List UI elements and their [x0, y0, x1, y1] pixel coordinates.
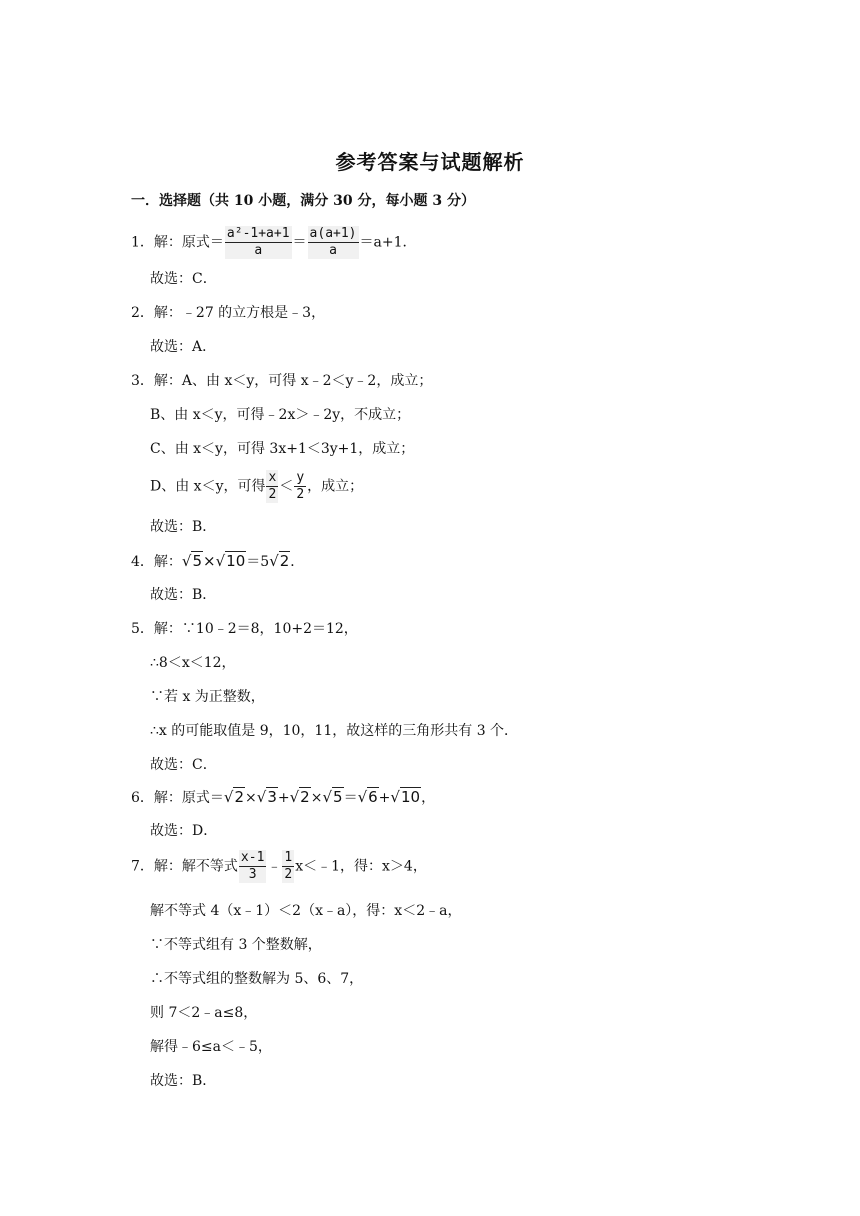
q3-frac-y-den: 2: [296, 487, 305, 502]
q6-plus-1: +: [277, 790, 290, 806]
q7-answer: 故选：B．: [150, 1073, 217, 1089]
q4-sqrt-1: √5: [181, 552, 203, 570]
q6-times-1: ×: [245, 790, 257, 806]
q6-times-2: ×: [310, 790, 323, 806]
q3-frac-y: [294, 470, 306, 503]
q7-line-3: ∵不等式组有 3 个整数解，: [150, 937, 322, 953]
q7-line-6: 解得﹣6≤a＜﹣5，: [150, 1039, 272, 1055]
q5-line-2: ∴8＜x＜12，: [150, 655, 236, 671]
q1-frac2-den: a: [329, 243, 337, 258]
page-title: 参考答案与试题解析: [335, 150, 525, 174]
q6-sqrt-d: √5: [322, 788, 343, 806]
q6-prefix: 6．解：原式＝: [131, 790, 224, 806]
q7-line-4: ∴不等式组的整数解为 5、6、7，: [150, 971, 364, 987]
q7-frac2-num: 1: [284, 850, 293, 865]
q7-line-5: 则 7＜2﹣a≤8，: [150, 1005, 258, 1021]
q6-sqrt-a: √2: [223, 788, 245, 806]
q7-frac-2: [282, 850, 294, 883]
q7-frac1-num: x-1: [240, 850, 265, 865]
q1-frac1-num: a²-1+a+1: [226, 226, 290, 241]
q2-answer: 故选：A．: [150, 339, 217, 355]
q5-line-4: ∴x 的可能取值是 9，10，11，故这样的三角形共有 3 个．: [150, 723, 519, 739]
q6-sqrt-e: √6: [357, 788, 378, 806]
q1-frac2-num: a(a+1): [309, 226, 357, 241]
q6-sqrt-f: √10: [390, 788, 421, 806]
q6-end: ，: [421, 790, 436, 806]
q6-solution: [131, 788, 435, 807]
q3-frac-x-num: x: [268, 470, 277, 485]
q3-lt: ＜: [279, 478, 294, 495]
q1-result: ＝a+1．: [359, 234, 417, 251]
q6-eq: ＝: [343, 790, 358, 806]
q7-suffix: x＜﹣1，得：x＞4，: [295, 858, 427, 875]
q7-prefix: 7．解：解不等式: [131, 858, 238, 875]
q7-frac2-den: 2: [284, 867, 293, 882]
q5-line-1: 5．解：∵10﹣2＝8，10+2＝12，: [131, 621, 358, 637]
q4-eq: ＝5: [246, 554, 270, 570]
q4-sqrt-2: √10: [215, 552, 246, 570]
q7-frac-1: [239, 850, 266, 883]
q3-line-d-suffix: ，成立；: [307, 478, 364, 495]
q4-times: ×: [203, 552, 216, 570]
q6-plus-2: +: [378, 790, 391, 806]
q2-solution: 2．解：﹣27 的立方根是﹣3，: [131, 305, 326, 321]
q1-fraction-2: [308, 226, 359, 259]
q6-sqrt-b: √3: [256, 788, 277, 806]
q1-fraction-1: [225, 226, 292, 259]
q7-frac1-den: 3: [248, 867, 257, 882]
q4-solution: [131, 552, 304, 571]
q3-frac-y-num: y: [296, 470, 305, 485]
q1-prefix: 1．解：原式＝: [131, 234, 224, 251]
q6-sqrt-c: √2: [289, 788, 310, 806]
q5-answer: 故选：C．: [150, 757, 217, 773]
q3-line-d-prefix: D、由 x＜y，可得: [150, 478, 266, 495]
q1-answer: 故选：C．: [150, 271, 217, 287]
q4-answer: 故选：B．: [150, 587, 217, 603]
q7-minus: ﹣: [267, 858, 282, 875]
q6-answer: 故选：D．: [150, 823, 218, 839]
q3-line-b: B、由 x＜y，可得﹣2x＞﹣2y，不成立；: [150, 407, 411, 423]
q3-line-d: [150, 470, 363, 503]
q3-answer: 故选：B．: [150, 519, 217, 535]
q1-frac1-den: a: [254, 243, 263, 258]
q4-prefix: 4．解：: [131, 554, 182, 570]
q5-line-3: ∵若 x 为正整数，: [150, 689, 265, 705]
q3-line-a: 3．解：A、由 x＜y，可得 x﹣2＜y﹣2，成立；: [131, 373, 433, 389]
q3-frac-x-den: 2: [268, 487, 277, 502]
q1-eq: ＝: [292, 234, 307, 251]
q7-line-1: [131, 850, 427, 883]
q7-line-2: 解不等式 4（x﹣1）＜2（x﹣a），得：x＜2﹣a，: [150, 903, 462, 919]
section-heading: 一．选择题（共 10 小题，满分 30 分，每小题 3 分）: [131, 193, 475, 209]
q3-frac-x: [266, 470, 278, 503]
q4-sqrt-3: √2: [269, 552, 290, 570]
q1-solution: [131, 226, 417, 259]
q4-end: ．: [290, 554, 305, 570]
q3-line-c: C、由 x＜y，可得 3x+1＜3y+1，成立；: [150, 441, 415, 457]
